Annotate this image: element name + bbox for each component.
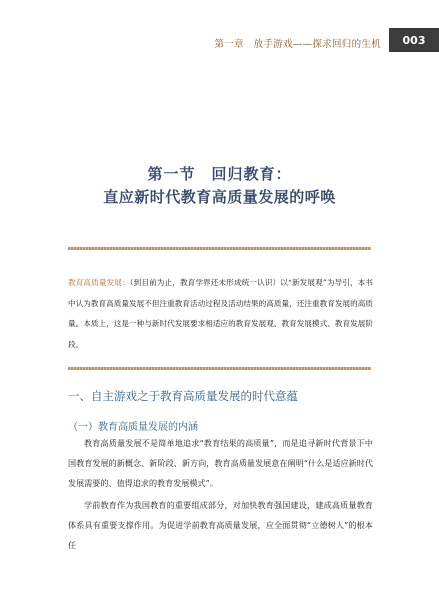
paragraph-1: 教育高质量发展不是简单地追求“教育结果的高质量”，而是追寻新时代背景下中国教育发展的新概念、新阶段、新方向，教育高质量发展意在阐明“什么是适应新时代发展需要的、值得追求的教育发展模式”。 — [68, 438, 373, 489]
abstract-box — [68, 273, 373, 355]
page-number: 003 — [389, 28, 439, 52]
paragraph-2: 学前教育作为我国教育的重要组成部分，对加快教育强国建设，建成高质量教育体系具有重要支撑作用。为促进学前教育高质量发展，应全面贯彻“立德树人”的根本任 — [68, 500, 373, 551]
running-head: 第一章 放手游戏——探求回归的生机 — [214, 39, 381, 50]
abstract-text: （到目前为止，教育学界还未形成统一认识）以“新发展观”为导引，本书中认为教育高质量发展不但注重教育活动过程及活动结果的高质量，还注重教育发展的高质量。本质上，这是一种与新时代发展要求相适应的教育发展观、教育发展模式、教育发展阶段。 — [68, 278, 374, 349]
divider-bottom — [68, 367, 371, 370]
heading-level2: （一）教育高质量发展的内涵 — [68, 422, 198, 433]
section-title-line1: 第一节 回归教育： — [147, 165, 292, 183]
heading-level1: 一、自主游戏之于教育高质量发展的时代意蕴 — [68, 389, 298, 403]
section-title-line2: 直应新时代教育高质量发展的呼唤 — [103, 188, 336, 206]
page-header — [0, 0, 439, 58]
abstract-label: 教育高质量发展： — [68, 278, 130, 287]
divider-top — [68, 247, 371, 250]
